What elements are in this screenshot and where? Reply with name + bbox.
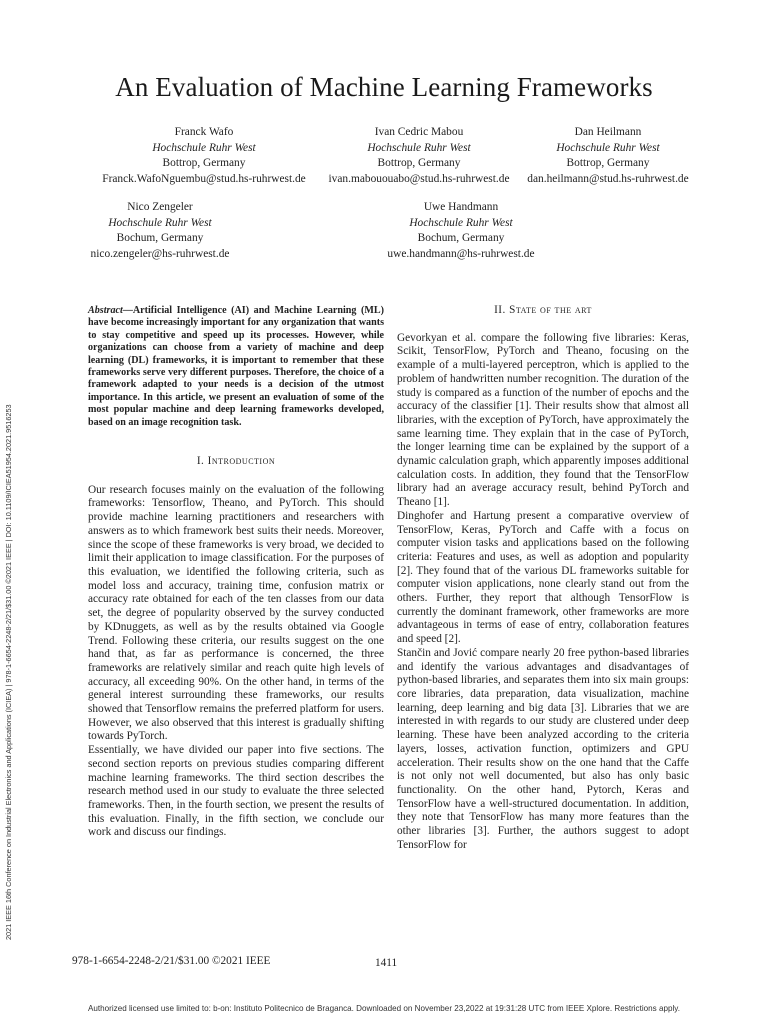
author-affiliation: Hochschule Ruhr West (409, 216, 513, 229)
author-email: uwe.handmann@hs-ruhrwest.de (387, 247, 535, 260)
conference-side-note: 2021 IEEE 16th Conference on Industrial Electronics and Applications (ICIEA) | 978-1-6654-2248-2/21/$31.00 ©2021 IEEE | DOI: 10.1109/ICIEA51954.2021.9516253 (4, 404, 13, 940)
license-notice: Authorized licensed use limited to: b-on: Instituto Politecnico de Braganca. Downloaded on November 23,2022 at 19:31:28 UTC from IEEE Xplore. Restrictions apply. (88, 1004, 680, 1013)
author-block (94, 125, 314, 187)
footer-isbn: 978-1-6654-2248-2/21/$31.00 ©2021 IEEE (72, 955, 271, 967)
author-name: Dan Heilmann (574, 126, 642, 138)
author-affiliation: Hochschule Ruhr West (367, 141, 471, 154)
intro-paragraph-2: Essentially, we have divided our paper into five sections. The second section reports on previous studies comparing different machine learning frameworks. The third section describes the research method used in our study to evaluate the three selected frameworks. Then, in the fourth section, we present the results of this evaluation. Finally, in the fifth section, we conclude our work and discuss our findings. (88, 744, 384, 839)
abstract-lead: Abstract (88, 305, 123, 316)
state-paragraph-1: Gevorkyan et al. compare the following five libraries: Keras, Scikit, TensorFlow, PyTorch and Theano, focusing on the example of a multi-layered perceptron, which is applied to the problem of handwritten number recognition. The duration of the study is compared as a function of the number of epochs and the accuracy of the classifier [1]. Their results show that almost all libraries, with the exception of PyTorch, have approximately the same learning time. They explain that in the case of PyTorch, the longer learning time can be explained by the support of a dynamic calculation graph, which apparently imposes additional calculation costs. In addition, they found that the TensorFlow library had an average accuracy result, behind PyTorch and Theano [1]. (397, 331, 689, 509)
page-number: 1411 (375, 957, 398, 969)
state-paragraph-3: Stančin and Jović compare nearly 20 free python-based libraries and identify the various advantages and disadvantages of python-based libraries, and separates them into six main groups: core libraries, data preparation, data visualization, machine learning, deep learning and big data [3]. Libraries that we are interested in with regards to our study are clustered under deep learning. These have been analyzed according to the criteria layers, losses, activation function, optimizers and GPU acceleration. Their results show on the one hand that the Caffe is not only not well documented, but also has only basic functionality. On the other hand, Pytorch, Keras and TensorFlow have a well-structured documentation. In addition, they note that TensorFlow has many more features than the other libraries [3]. Further, the authors suggest to adopt TensorFlow for (397, 646, 689, 851)
state-of-art-heading: II. State of the art (494, 304, 592, 316)
author-email: ivan.mabououabo@stud.hs-ruhrwest.de (328, 172, 510, 185)
author-email: nico.zengeler@hs-ruhrwest.de (90, 247, 230, 260)
author-block (70, 200, 250, 262)
paper-title: An Evaluation of Machine Learning Frameworks (115, 72, 653, 102)
right-column (397, 304, 689, 852)
author-location: Bottrop, Germany (162, 157, 246, 169)
author-block (361, 200, 561, 262)
author-name: Uwe Handmann (423, 201, 499, 213)
author-block (309, 125, 529, 187)
intro-paragraph-1: Our research focuses mainly on the evaluation of the following frameworks: Tensorflow, Theano, and PyTorch. This should provide machine learning practitioners and researchers with answers as to which framework best suits their needs. Moreover, since the scope of these frameworks is very broad, we decided to limit their application to image classification. For the purposes of this evaluation, we identified the following criteria, such as model loss and accuracy, training time, confusion matrix or accuracy rate obtained for each of the ten classes from our data set, the degree of popularity observed by the survey conducted by KDnuggets, as well as by the results obtained via Google Trend. Following these criteria, our results suggest on the one hand that, as far as performance is concerned, the three frameworks are relatively similar and reach quite high levels of accuracy, all exceeding 90%. On the other hand, in terms of the general interest surrounding these frameworks, our results showed that Tensorflow remains the preferred platform for users. However, we also observed that this interest is gradually shifting towards PyTorch. (88, 483, 384, 743)
author-location: Bochum, Germany (116, 232, 204, 244)
author-name: Nico Zengeler (127, 201, 193, 213)
author-name: Ivan Cedric Mabou (374, 126, 464, 138)
author-affiliation: Hochschule Ruhr West (152, 141, 256, 154)
intro-heading: I. Introduction (196, 455, 276, 468)
author-location: Bottrop, Germany (566, 157, 650, 169)
author-email: dan.heilmann@stud.hs-ruhrwest.de (527, 172, 689, 185)
abstract (88, 305, 384, 429)
state-paragraph-2: Dinghofer and Hartung present a comparative overview of TensorFlow, Keras, PyTorch and Caffe with a focus on computer vision tasks and applications based on the following criteria: Features and uses, as well as adoption and popularity [2]. They found that of the various DL frameworks suitable for computer vision applications, none clearly stand out from the others. Further, they report that although TensorFlow is currently the dominant framework, other frameworks are more advantageous in terms of ease of entry, collaboration features and speed [2]. (397, 509, 689, 646)
author-affiliation: Hochschule Ruhr West (556, 141, 660, 154)
author-location: Bottrop, Germany (377, 157, 461, 169)
author-block (518, 125, 698, 187)
abstract-text: —Artificial Intelligence (AI) and Machine Learning (ML) have become increasingly important for any organization that wants to stay competitive and speed up its processes. However, while organizations can choose from a variety of machine and deep learning (DL) frameworks, it is important to remember that these frameworks serve very different purposes. Therefore, the choice of a framework adapted to your needs is a decision of the utmost importance. In this article, we present an evaluation of some of the most popular machine and deep learning frameworks developed, based on an image recognition task. (88, 305, 384, 428)
author-location: Bochum, Germany (417, 232, 505, 244)
author-name: Franck Wafo (174, 126, 234, 138)
left-column (88, 305, 384, 840)
author-affiliation: Hochschule Ruhr West (108, 216, 212, 229)
author-email: Franck.WafoNguembu@stud.hs-ruhrwest.de (102, 172, 306, 185)
